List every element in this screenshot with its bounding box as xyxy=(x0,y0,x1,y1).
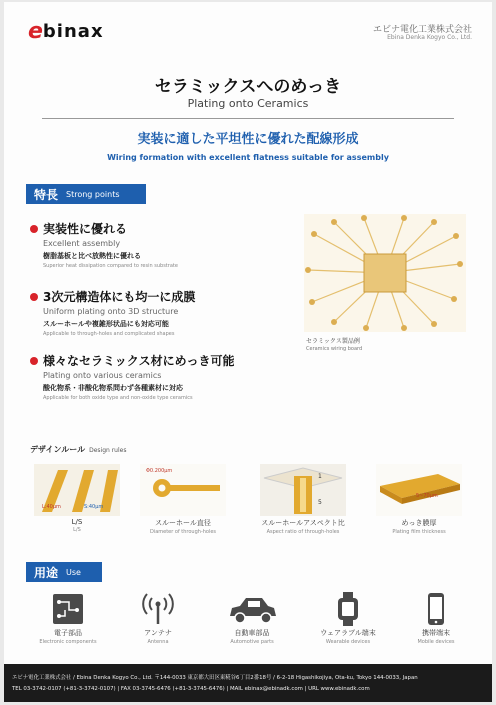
strong-point-2 xyxy=(30,288,195,337)
design-rule-label-en: L/S xyxy=(73,527,81,533)
footer-contact: TEL 03-3742-0107 (+81-3-3742-0107) | FAX 03-3745-6476 (+81-3-3745-6476) | MAIL ebinax@ebinadk.com | URL www.ebinadk.com xyxy=(12,686,370,692)
bullet-icon xyxy=(30,225,38,233)
use-wearable xyxy=(308,592,388,645)
use-label: 携帯端末 xyxy=(422,629,450,637)
design-rule-film-thickness xyxy=(376,464,462,535)
diameter-label: Φ0.200μm xyxy=(146,468,173,474)
use-label-en: Wearable devices xyxy=(325,639,371,645)
logo-e: e xyxy=(28,19,43,44)
design-rule-label: めっき膜厚 xyxy=(401,519,437,527)
circuit-board-icon xyxy=(51,592,85,626)
bullet-icon xyxy=(30,357,38,365)
strong-point-heading: 3次元構造体にも均一に成膜 xyxy=(43,290,196,304)
ceramic-board-image xyxy=(304,214,466,332)
strong-point-heading-en: Excellent assembly xyxy=(43,239,121,248)
design-rules-title-en: Design rules xyxy=(89,447,127,454)
bullet-icon xyxy=(30,293,38,301)
use-label: 自動車部品 xyxy=(234,629,270,637)
title-divider xyxy=(42,118,454,119)
design-rule-through-hole-diameter xyxy=(140,464,226,535)
antenna-icon xyxy=(141,592,175,626)
page-subtitle: 実装に適した平坦性に優れた配線形成 xyxy=(137,132,359,147)
page-subtitle-en: Wiring formation with excellent flatness suitable for assembly xyxy=(107,153,389,162)
use-label-en: Antenna xyxy=(147,639,169,645)
strong-point-heading: 様々なセラミックス材にめっき可能 xyxy=(43,354,235,368)
footer xyxy=(4,664,492,702)
image-caption-en: Ceramics wiring board xyxy=(306,346,363,352)
design-rule-label: L/S xyxy=(71,518,83,526)
strong-point-detail-en: Applicable for both oxide type and non-oxide type ceramics xyxy=(43,395,193,401)
strong-point-heading-en: Plating onto various ceramics xyxy=(43,371,162,380)
design-rules-title-jp: デザインルール xyxy=(30,445,86,454)
design-rule-aspect-ratio xyxy=(260,464,346,535)
use-label: 電子部品 xyxy=(54,629,82,637)
use-label-en: Electronic components xyxy=(39,639,97,645)
strong-point-detail: スルーホールや複雑形状品にも対応可能 xyxy=(43,320,169,328)
use-label: アンテナ xyxy=(144,629,172,637)
page-title: セラミックスへのめっき xyxy=(154,77,342,97)
ls-label-l: L:40μm xyxy=(42,504,61,510)
strong-point-detail: 樹脂基板と比べ放熱性に優れる xyxy=(43,252,141,260)
aspect-ratio-image xyxy=(260,464,346,516)
company-name-jp: エビナ電化工業株式会社 xyxy=(372,25,472,35)
strong-point-heading-en: Uniform plating onto 3D structure xyxy=(43,307,179,316)
image-caption: セラミックス製品例 xyxy=(306,338,360,345)
strong-points-title-en: Strong points xyxy=(66,189,120,199)
design-rule-ls xyxy=(34,464,120,533)
use-label: ウェアラブル端末 xyxy=(320,629,376,637)
design-rules-title xyxy=(30,444,126,455)
use-mobile xyxy=(396,592,476,645)
design-rule-label-en: Diameter of through-holes xyxy=(149,529,217,535)
ls-label-s: S:40μm xyxy=(84,504,104,510)
strong-point-3 xyxy=(30,352,235,401)
strong-point-detail: 酸化物系・非酸化物系問わず各種素材に対応 xyxy=(43,384,183,392)
strong-points-title: 特長 xyxy=(34,187,59,202)
use-label-en: Automotive parts xyxy=(230,639,274,645)
film-thickness-image xyxy=(376,464,462,516)
strong-point-heading: 実装性に優れる xyxy=(43,222,128,236)
design-rule-label-en: Plating film thickness xyxy=(392,529,446,535)
design-rule-label: スルーホールアスペクト比 xyxy=(261,519,345,527)
uses-title: 用途 xyxy=(34,565,59,580)
logo-text: binax xyxy=(42,21,104,42)
use-automotive xyxy=(212,592,292,645)
uses-header xyxy=(26,562,102,582)
smartphone-icon xyxy=(419,592,453,626)
strong-points-header xyxy=(26,184,146,204)
aspect-label-depth: 5 xyxy=(318,499,322,506)
use-antenna xyxy=(118,592,198,645)
aspect-label-top: 1 xyxy=(318,473,322,480)
use-label-en: Mobile devices xyxy=(417,639,455,645)
design-rule-label-en: Aspect ratio of through-holes xyxy=(266,529,340,535)
footer-address: エビナ電化工業株式会社 / Ebina Denka Kogyo Co., Ltd. 〒144-0033 東京都大田区東糀谷6丁目2番18号 / 6-2-18 Higashikojiya, Ota-ku, Tokyo 144-0033, Japan xyxy=(12,675,418,681)
use-electronic-components xyxy=(28,592,108,645)
strong-point-1 xyxy=(30,220,178,269)
ls-pattern-image xyxy=(34,464,120,516)
strong-point-detail-en: Superior heat dissipation compared to resin substrate xyxy=(43,263,178,269)
through-hole-image xyxy=(140,464,226,516)
page-title-en: Plating onto Ceramics xyxy=(187,97,309,110)
uses-title-en: Use xyxy=(66,567,81,577)
thickness-label: 5~70μm xyxy=(416,493,438,499)
smartwatch-icon xyxy=(331,592,365,626)
ebinax-logo xyxy=(28,19,104,44)
flyer-page xyxy=(4,2,492,702)
strong-point-detail-en: Applicable to through-holes and complicated shapes xyxy=(43,331,175,337)
company-name-en: Ebina Denka Kogyo Co., Ltd. xyxy=(387,34,472,41)
car-icon xyxy=(226,592,278,626)
design-rule-label: スルーホール直径 xyxy=(155,519,211,527)
